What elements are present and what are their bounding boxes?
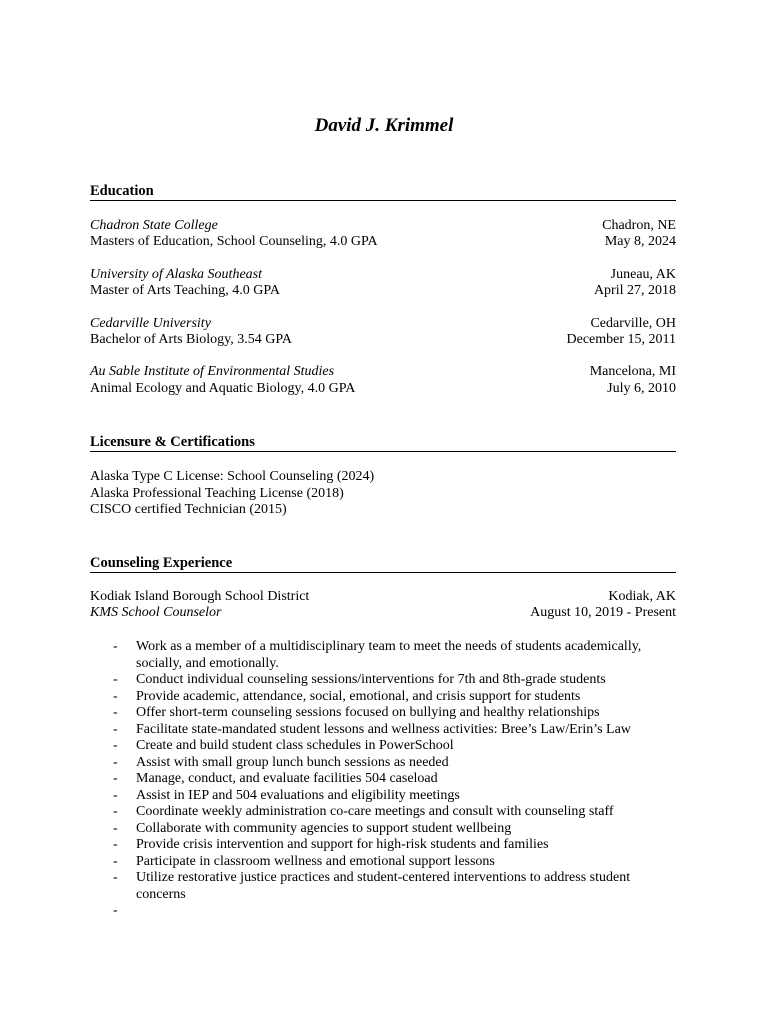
education-date: December 15, 2011 bbox=[566, 332, 676, 347]
bullet-text: Facilitate state-mandated student lessons and wellness activities: Bree’s Law/Erin’s Law bbox=[136, 721, 631, 737]
bullet-dash: - bbox=[113, 853, 118, 869]
bullet-dash: - bbox=[113, 837, 118, 852]
bullet-dash: - bbox=[113, 787, 118, 803]
list-item bbox=[113, 705, 683, 722]
education-entry-3-degree-row bbox=[90, 332, 676, 349]
bullet-text: Create and build student class schedules in PowerSchool bbox=[136, 738, 454, 753]
licensure-item: Alaska Professional Teaching License (2018) bbox=[90, 485, 344, 501]
list-item bbox=[113, 722, 683, 739]
list-item bbox=[113, 656, 683, 673]
bullet-dash: - bbox=[113, 721, 118, 737]
licensure-heading bbox=[90, 434, 676, 452]
education-location: Mancelona, MI bbox=[589, 364, 676, 379]
bullet-text: Work as a member of a multidisciplinary team to meet the needs of students academically, bbox=[136, 639, 642, 654]
candidate-name: David J. Krimmel bbox=[314, 115, 454, 136]
education-school: University of Alaska Southeast bbox=[90, 267, 262, 282]
experience-title: KMS School Counselor bbox=[90, 605, 222, 620]
experience-employer: Kodiak Island Borough School District bbox=[90, 589, 310, 604]
list-item bbox=[113, 837, 683, 854]
education-entry-1-school-row bbox=[90, 218, 676, 235]
education-entry-2-degree-row bbox=[90, 283, 676, 300]
experience-title-row bbox=[90, 605, 676, 622]
bullet-dash: - bbox=[113, 705, 118, 720]
education-location: Juneau, AK bbox=[610, 267, 676, 282]
list-item bbox=[113, 788, 683, 805]
bullet-text: Provide academic, attendance, social, emotional, and crisis support for students bbox=[136, 688, 581, 704]
licensure-list bbox=[90, 469, 374, 519]
education-school: Cedarville University bbox=[90, 316, 211, 331]
bullet-text: Utilize restorative justice practices and student-centered interventions to address student concerns bbox=[136, 870, 631, 902]
list-item bbox=[113, 639, 683, 656]
bullet-text: Offer short-term counseling sessions focused on bullying and healthy relationships bbox=[136, 705, 600, 720]
bullet-dash: - bbox=[113, 738, 118, 753]
list-item bbox=[113, 771, 683, 788]
education-date: July 6, 2010 bbox=[607, 381, 676, 396]
education-degree: Master of Arts Teaching, 4.0 GPA bbox=[90, 283, 280, 298]
experience-employer-row bbox=[90, 589, 676, 606]
list-item bbox=[113, 738, 683, 755]
licensure-item: CISCO certified Technician (2015) bbox=[90, 502, 287, 517]
bullet-text: Manage, conduct, and evaluate facilities 504 caseload bbox=[136, 771, 438, 786]
bullet-dash: - bbox=[113, 688, 118, 704]
list-item bbox=[113, 804, 683, 821]
education-location: Cedarville, OH bbox=[590, 316, 676, 331]
education-entry-4-school-row bbox=[90, 364, 676, 381]
bullet-dash: - bbox=[113, 639, 118, 654]
education-heading-label: Education bbox=[90, 183, 154, 199]
education-school: Au Sable Institute of Environmental Studies bbox=[90, 364, 335, 379]
bullet-dash: - bbox=[113, 754, 118, 770]
education-degree: Bachelor of Arts Biology, 3.54 GPA bbox=[90, 332, 292, 347]
education-degree: Masters of Education, School Counseling, 4.0 GPA bbox=[90, 234, 378, 249]
licensure-heading-label: Licensure & Certifications bbox=[90, 434, 255, 450]
education-date: April 27, 2018 bbox=[593, 283, 676, 298]
bullet-text: Coordinate weekly administration co-care meetings and consult with counseling staff bbox=[136, 804, 614, 819]
list-item bbox=[113, 755, 683, 772]
bullet-dash: - bbox=[113, 820, 118, 836]
bullet-dash: - bbox=[113, 672, 118, 687]
education-entry-4-degree-row bbox=[90, 381, 676, 398]
bullet-text: socially, and emotionally. bbox=[136, 655, 279, 671]
bullet-dash: - bbox=[113, 903, 118, 918]
education-date: May 8, 2024 bbox=[604, 234, 676, 249]
list-item bbox=[113, 870, 683, 903]
bullet-text: Participate in classroom wellness and emotional support lessons bbox=[136, 853, 495, 869]
list-item bbox=[113, 854, 683, 871]
education-heading bbox=[90, 183, 676, 201]
experience-heading bbox=[90, 555, 676, 573]
bullet-dash: - bbox=[113, 870, 118, 885]
experience-heading-label: Counseling Experience bbox=[90, 555, 233, 571]
bullet-dash: - bbox=[113, 771, 118, 786]
bullet-text: Assist with small group lunch bunch sessions as needed bbox=[136, 754, 449, 770]
experience-bullet-list bbox=[113, 639, 683, 918]
education-entry-1-degree-row bbox=[90, 234, 676, 251]
education-entry-3-school-row bbox=[90, 316, 676, 333]
bullet-text: Provide crisis intervention and support for high-risk students and families bbox=[136, 837, 549, 852]
bullet-text: Collaborate with community agencies to support student wellbeing bbox=[136, 820, 512, 836]
experience-dates: August 10, 2019 - Present bbox=[530, 605, 676, 620]
education-degree: Animal Ecology and Aquatic Biology, 4.0 GPA bbox=[90, 381, 356, 396]
bullet-text: Assist in IEP and 504 evaluations and eligibility meetings bbox=[136, 787, 460, 803]
licensure-item: Alaska Type C License: School Counseling (2024) bbox=[90, 469, 375, 484]
education-location: Chadron, NE bbox=[602, 218, 676, 233]
bullet-text: Conduct individual counseling sessions/interventions for 7th and 8th-grade students bbox=[136, 672, 606, 687]
education-school: Chadron State College bbox=[90, 218, 218, 233]
bullet-dash: - bbox=[113, 804, 118, 819]
education-entry-2-school-row bbox=[90, 267, 676, 284]
experience-location: Kodiak, AK bbox=[608, 589, 676, 604]
list-item bbox=[113, 821, 683, 838]
list-item bbox=[113, 689, 683, 706]
list-item bbox=[113, 672, 683, 689]
